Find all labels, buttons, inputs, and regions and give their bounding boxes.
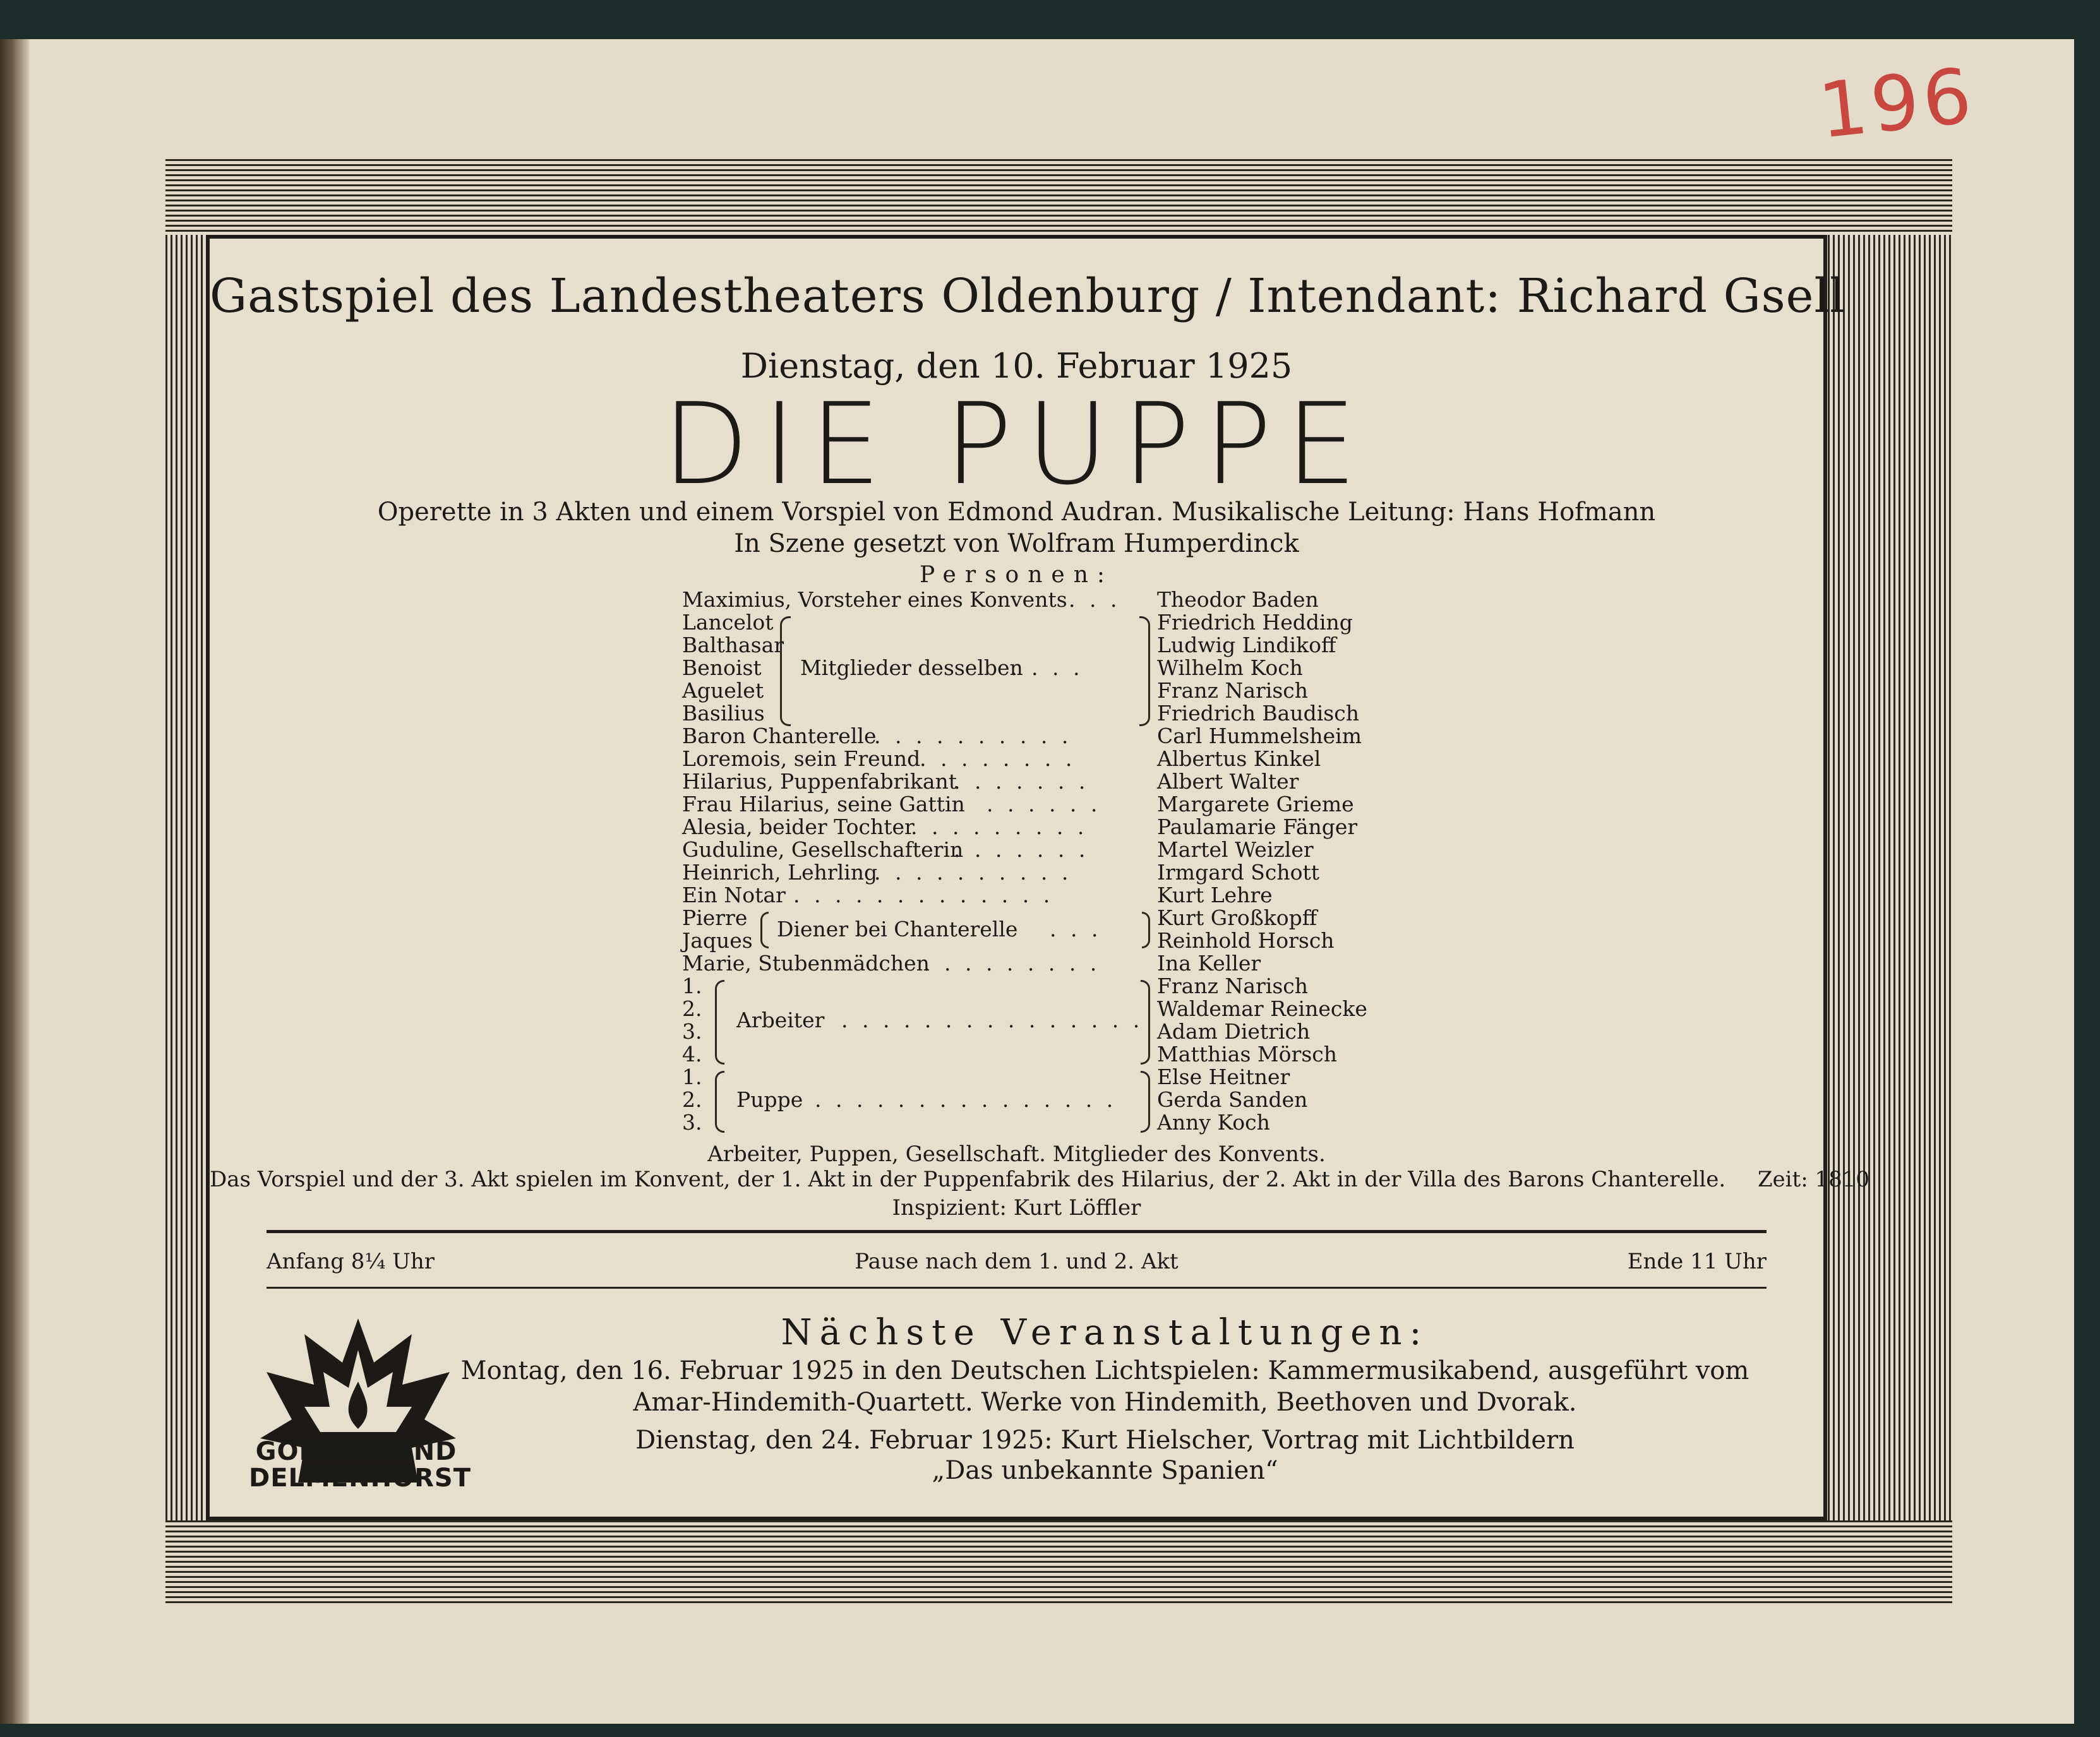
cast-role: Frau Hilarius, seine Gattin [682, 792, 965, 816]
cast-dots: . . . [1050, 917, 1102, 941]
event-line: Amar-Hindemith-Quartett. Werke von Hindemith, Beethoven und Dvorak. [633, 1388, 1577, 1417]
event-line: „Das unbekannte Spanien“ [932, 1456, 1278, 1485]
cast-dots: . . . . . . . . [920, 746, 1076, 771]
cast-actor: Anny Koch [1157, 1110, 1270, 1135]
cast-actor: Friedrich Hedding [1157, 610, 1353, 635]
cast-actor: Carl Hummelsheim [1157, 724, 1362, 748]
left-brace [715, 980, 724, 1065]
cast-actor: Friedrich Baudisch [1157, 701, 1359, 725]
handwritten-page-number: 196 [1815, 52, 1979, 156]
cast-heading: Personen: [919, 562, 1114, 588]
left-brace [715, 1071, 724, 1133]
cast-role: Guduline, Gesellschafterin [682, 837, 964, 862]
cast-dots: . . . . . . . [954, 837, 1089, 862]
cast-role: Pierre [682, 905, 748, 930]
cast-actor: Else Heitner [1157, 1065, 1290, 1089]
time-row [267, 1249, 1767, 1280]
cast-dots: . . . . [1011, 655, 1084, 680]
cast-role: Ein Notar [682, 883, 786, 907]
theater-heading: Gastspiel des Landestheaters Oldenburg / Intendant: Richard Gsell [210, 269, 1845, 323]
cast-role: 3. [682, 1110, 702, 1135]
inspizient-note: Inspizient: Kurt Löffler [892, 1195, 1141, 1221]
group-label: Puppe [736, 1087, 803, 1112]
cast-actor: Kurt Lehre [1157, 883, 1273, 907]
cast-actor: Martel Weizler [1157, 837, 1314, 862]
book-spine [0, 39, 30, 1724]
cast-actor: Matthias Mörsch [1157, 1042, 1337, 1066]
event-line: Montag, den 16. Februar 1925 in den Deutschen Lichtspielen: Kammermusikabend, ausgeführt vom [460, 1356, 1749, 1385]
settings-text: Das Vorspiel und der 3. Akt spielen im Konvent, der 1. Akt in der Puppenfabrik des Hilarius, der 2. Akt in der Villa des Barons Chanterelle. [210, 1167, 1726, 1192]
cast-dots: . . . . . . . . . [911, 815, 1088, 839]
cast-role: Baron Chanterelle [682, 724, 877, 748]
cast-dots: . . . . . . . . . . . . . [793, 883, 1054, 907]
cast-dots: . . . . . . . . . . [874, 724, 1072, 748]
cast-actor: Wilhelm Koch [1157, 655, 1303, 680]
cast-dots: . . . . . . . . . . . . . . . [815, 1087, 1117, 1112]
cast-role: Loremois, sein Freund [682, 746, 921, 771]
cast-role: Basilius [682, 701, 765, 725]
cast-role: Alesia, beider Tochter [682, 815, 915, 839]
zeit-text: Zeit: 1810 [1757, 1167, 1870, 1192]
performance-date: Dienstag, den 10. Februar 1925 [740, 346, 1293, 386]
cast-dots: . . . . . . . . . . . . . . . [841, 1008, 1144, 1032]
border-top-stripes [165, 159, 1952, 235]
ensemble-note: Arbeiter, Puppen, Gesellschaft. Mitglieder des Konvents. [707, 1142, 1326, 1167]
left-brace [760, 912, 769, 948]
cast-actor: Albertus Kinkel [1157, 746, 1321, 771]
cast-actor: Ludwig Lindikoff [1157, 633, 1336, 657]
cast-actor: Adam Dietrich [1157, 1019, 1311, 1044]
cast-actor: Reinhold Horsch [1157, 928, 1335, 953]
cast-actor: Albert Walter [1157, 769, 1299, 794]
right-brace [1139, 616, 1150, 726]
cast-dots: . . . . . . . . . [923, 951, 1101, 976]
right-brace [1141, 1071, 1150, 1133]
cast-dots: . . . . . . . [954, 769, 1089, 794]
logo-line: DELMENHORST [249, 1464, 471, 1493]
logo-line: GOETHEBVND [255, 1437, 457, 1466]
intermission-note: Pause nach dem 1. und 2. Akt [855, 1249, 1179, 1274]
cast-dots: . . . [1069, 587, 1121, 612]
cast-role: Balthasar [682, 633, 784, 657]
cast-actor: Irmgard Schott [1157, 860, 1320, 885]
settings-note [210, 1167, 1870, 1192]
cast-role: 1. [682, 974, 702, 998]
upcoming-events-heading: Nächste Veranstaltungen: [781, 1312, 1429, 1353]
cast-actor: Kurt Großkopff [1157, 905, 1317, 930]
cast-role: 3. [682, 1019, 702, 1044]
cast-role: Jaques [682, 928, 753, 953]
cast-role: Lancelot [682, 610, 774, 635]
cast-actor: Franz Narisch [1157, 974, 1309, 998]
cast-role: 2. [682, 996, 702, 1021]
cast-dots: . . . . . . . . . . [874, 860, 1072, 885]
group-label: Arbeiter [736, 1008, 825, 1032]
cast-actor: Franz Narisch [1157, 678, 1309, 703]
cast-role: Marie, Stubenmädchen [682, 951, 930, 976]
right-brace [1141, 980, 1150, 1065]
play-subtitle: Operette in 3 Akten und einem Vorspiel von Edmond Audran. Musikalische Leitung: Hans Hofmann [377, 498, 1656, 527]
event-line: Dienstag, den 24. Februar 1925: Kurt Hielscher, Vortrag mit Lichtbildern [635, 1426, 1575, 1455]
cast-actor: Theodor Baden [1157, 587, 1319, 612]
cast-role: Hilarius, Puppenfabrikant [682, 769, 957, 794]
cast-role: 1. [682, 1065, 702, 1089]
cast-actor: Paulamarie Fänger [1157, 815, 1358, 839]
start-time: Anfang 8¼ Uhr [267, 1249, 435, 1274]
left-brace [780, 616, 791, 726]
play-title: DIE PUPPE [662, 379, 1371, 510]
cast-actor: Ina Keller [1157, 951, 1261, 976]
cast-role: Benoist [682, 655, 762, 680]
cast-actor: Margarete Grieme [1157, 792, 1354, 816]
divider-rule [267, 1230, 1767, 1233]
cast-actor: Gerda Sanden [1157, 1087, 1308, 1112]
cast-actor: Waldemar Reinecke [1157, 996, 1367, 1021]
end-time: Ende 11 Uhr [1627, 1249, 1767, 1274]
cast-role: 2. [682, 1087, 702, 1112]
stage-direction-credit: In Szene gesetzt von Wolfram Humperdinck [734, 529, 1299, 558]
group-label: Diener bei Chanterelle [777, 917, 1018, 941]
group-label: Mitglieder desselben [800, 655, 1023, 680]
right-brace [1142, 912, 1150, 948]
cast-dots: . . . . . . [987, 792, 1101, 816]
cast-role: 4. [682, 1042, 702, 1066]
cast-role: Maximius, Vorsteher eines Konvents [682, 587, 1067, 612]
cast-role: Heinrich, Lehrling [682, 860, 878, 885]
cast-role: Aguelet [682, 678, 764, 703]
border-bottom-stripes [165, 1520, 1952, 1606]
program-panel [206, 235, 1870, 1520]
divider-rule [267, 1287, 1767, 1289]
